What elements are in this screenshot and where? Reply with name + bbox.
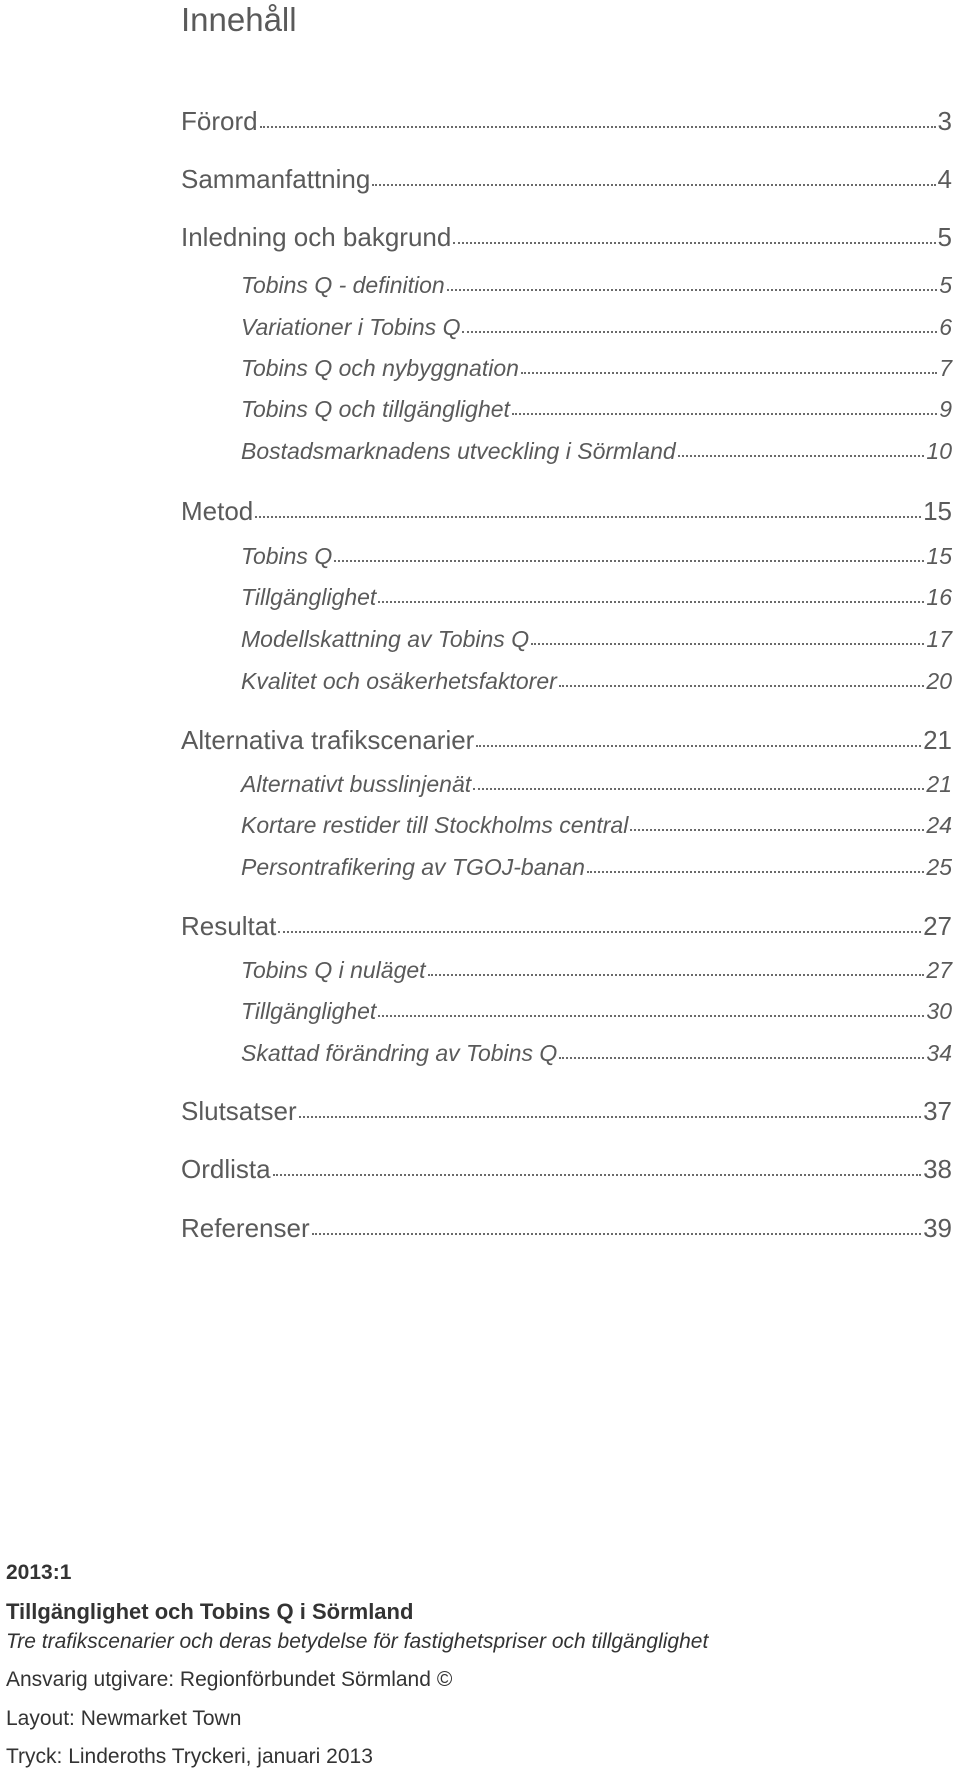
toc-entry-modellskattning[interactable]	[241, 626, 952, 662]
print-credit: Tryck: Linderoths Tryckeri, januari 2013	[6, 1745, 373, 1768]
toc-leader	[273, 1174, 922, 1176]
toc-entry-slutsatser[interactable]	[181, 1096, 952, 1136]
publisher	[6, 1668, 452, 1692]
toc-page-number: 27	[926, 957, 952, 983]
toc-entry-metod-tillganglighet[interactable]	[241, 584, 952, 620]
toc-page-number: 34	[926, 1040, 952, 1066]
toc-leader	[372, 184, 935, 186]
toc-label: Ordlista	[181, 1154, 271, 1184]
toc-leader	[278, 931, 921, 933]
toc-entry-ordlista[interactable]	[181, 1154, 952, 1194]
toc-leader	[531, 643, 924, 645]
toc-page-number: 15	[926, 543, 952, 569]
toc-leader	[260, 126, 936, 128]
toc-entry-metod[interactable]	[181, 496, 952, 536]
toc-page-number: 21	[923, 725, 952, 755]
toc-label: Variationer i Tobins Q	[241, 314, 461, 340]
toc-leader	[521, 372, 937, 374]
publisher-text: Ansvarig utgivare: Regionförbundet Sörmland	[6, 1668, 431, 1691]
toc-entry-kvalitet[interactable]	[241, 668, 952, 704]
toc-entry-tillganglighet-q[interactable]	[241, 396, 952, 432]
toc-entry-busslinjenat[interactable]	[241, 771, 952, 807]
toc-label: Persontrafikering av TGOJ-banan	[241, 854, 585, 880]
toc-label: Skattad förändring av Tobins Q	[241, 1040, 558, 1066]
toc-entry-skattad-forandring[interactable]	[241, 1040, 952, 1076]
toc-page-number: 39	[923, 1213, 952, 1243]
toc-page-number: 20	[926, 668, 952, 694]
toc-label: Tobins Q och nybyggnation	[241, 355, 519, 381]
toc-label: Bostadsmarknadens utveckling i Sörmland	[241, 438, 676, 464]
toc-entry-nybyggnation[interactable]	[241, 355, 952, 391]
toc-leader	[428, 974, 925, 976]
report-subtitle: Tre trafikscenarier och deras betydelse för fastighetspriser och tillgänglighet	[6, 1630, 709, 1653]
toc-entry-persontrafikering[interactable]	[241, 854, 952, 890]
toc-page-number: 9	[939, 396, 952, 422]
toc-page-number: 30	[926, 998, 952, 1024]
toc-leader	[453, 242, 935, 244]
toc-entry-sammanfattning[interactable]	[181, 164, 952, 204]
toc-label: Kortare restider till Stockholms central	[241, 812, 629, 838]
toc-entry-referenser[interactable]	[181, 1213, 952, 1253]
toc-label: Alternativt busslinjenät	[241, 771, 472, 797]
toc-page-number: 10	[926, 438, 952, 464]
toc-leader	[334, 560, 924, 562]
toc-entry-resultat[interactable]	[181, 911, 952, 951]
toc-label: Alternativa trafikscenarier	[181, 725, 475, 755]
toc-leader	[447, 289, 937, 291]
toc-leader	[255, 516, 921, 518]
toc-label: Metod	[181, 496, 254, 526]
toc-leader	[378, 601, 924, 603]
toc-label: Modellskattning av Tobins Q	[241, 626, 530, 652]
toc-label: Referenser	[181, 1213, 310, 1243]
toc-leader	[559, 1057, 924, 1059]
toc-leader	[512, 413, 937, 415]
toc-leader	[378, 1015, 924, 1017]
toc-leader	[462, 331, 937, 333]
toc-leader	[587, 871, 925, 873]
copyright-icon: ©	[436, 1668, 453, 1691]
layout-credit: Layout: Newmarket Town	[6, 1707, 242, 1730]
toc-page-number: 27	[923, 911, 952, 941]
toc-page-number: 21	[926, 771, 952, 797]
toc-entry-alternativa[interactable]	[181, 725, 952, 765]
report-title: Tillgänglighet och Tobins Q i Sörmland	[6, 1599, 414, 1624]
toc-entry-kortare-restider[interactable]	[241, 812, 952, 848]
toc-entry-nulaget[interactable]	[241, 957, 952, 993]
toc-page-number: 3	[937, 106, 952, 136]
toc-label: Tillgänglighet	[241, 998, 377, 1024]
toc-page-number: 17	[926, 626, 952, 652]
toc-entry-tobins-q-definition[interactable]	[241, 272, 952, 308]
toc-label: Tobins Q och tillgänglighet	[241, 396, 510, 422]
toc-page-number: 15	[923, 496, 952, 526]
toc-entry-resultat-tillganglighet[interactable]	[241, 998, 952, 1034]
toc-leader	[299, 1116, 921, 1118]
toc-page-number: 7	[939, 355, 952, 381]
toc-label: Tobins Q i nuläget	[241, 957, 426, 983]
toc-entry-metod-tobins-q[interactable]	[241, 543, 952, 579]
toc-page-number: 5	[937, 222, 952, 252]
toc-page-number: 4	[937, 164, 952, 194]
toc-label: Tobins Q - definition	[241, 272, 445, 298]
toc-page-number: 24	[926, 812, 952, 838]
toc-label: Resultat	[181, 911, 277, 941]
toc-page-number: 6	[939, 314, 952, 340]
toc-entry-inledning[interactable]	[181, 222, 952, 262]
toc-label: Inledning och bakgrund	[181, 222, 452, 252]
toc-leader	[473, 788, 924, 790]
toc-leader	[476, 745, 921, 747]
toc-page-number: 16	[926, 584, 952, 610]
toc-leader	[312, 1233, 921, 1235]
toc-leader	[559, 685, 925, 687]
toc-entry-variationer[interactable]	[241, 314, 952, 350]
toc-page-number: 38	[923, 1154, 952, 1184]
toc-leader	[630, 829, 924, 831]
toc-page-number: 25	[926, 854, 952, 880]
toc-label: Slutsatser	[181, 1096, 297, 1126]
toc-entry-forord[interactable]	[181, 106, 952, 146]
toc-page-number: 5	[939, 272, 952, 298]
toc-label: Sammanfattning	[181, 164, 371, 194]
toc-page-number: 37	[923, 1096, 952, 1126]
issue-number: 2013:1	[6, 1561, 72, 1584]
toc-label: Förord	[181, 106, 258, 136]
page-title: Innehåll	[181, 1, 297, 38]
toc-label: Tobins Q	[241, 543, 333, 569]
toc-entry-bostadsmarknadens[interactable]	[241, 438, 952, 474]
toc-label: Kvalitet och osäkerhetsfaktorer	[241, 668, 557, 694]
toc-leader	[678, 455, 925, 457]
toc-label: Tillgänglighet	[241, 584, 377, 610]
